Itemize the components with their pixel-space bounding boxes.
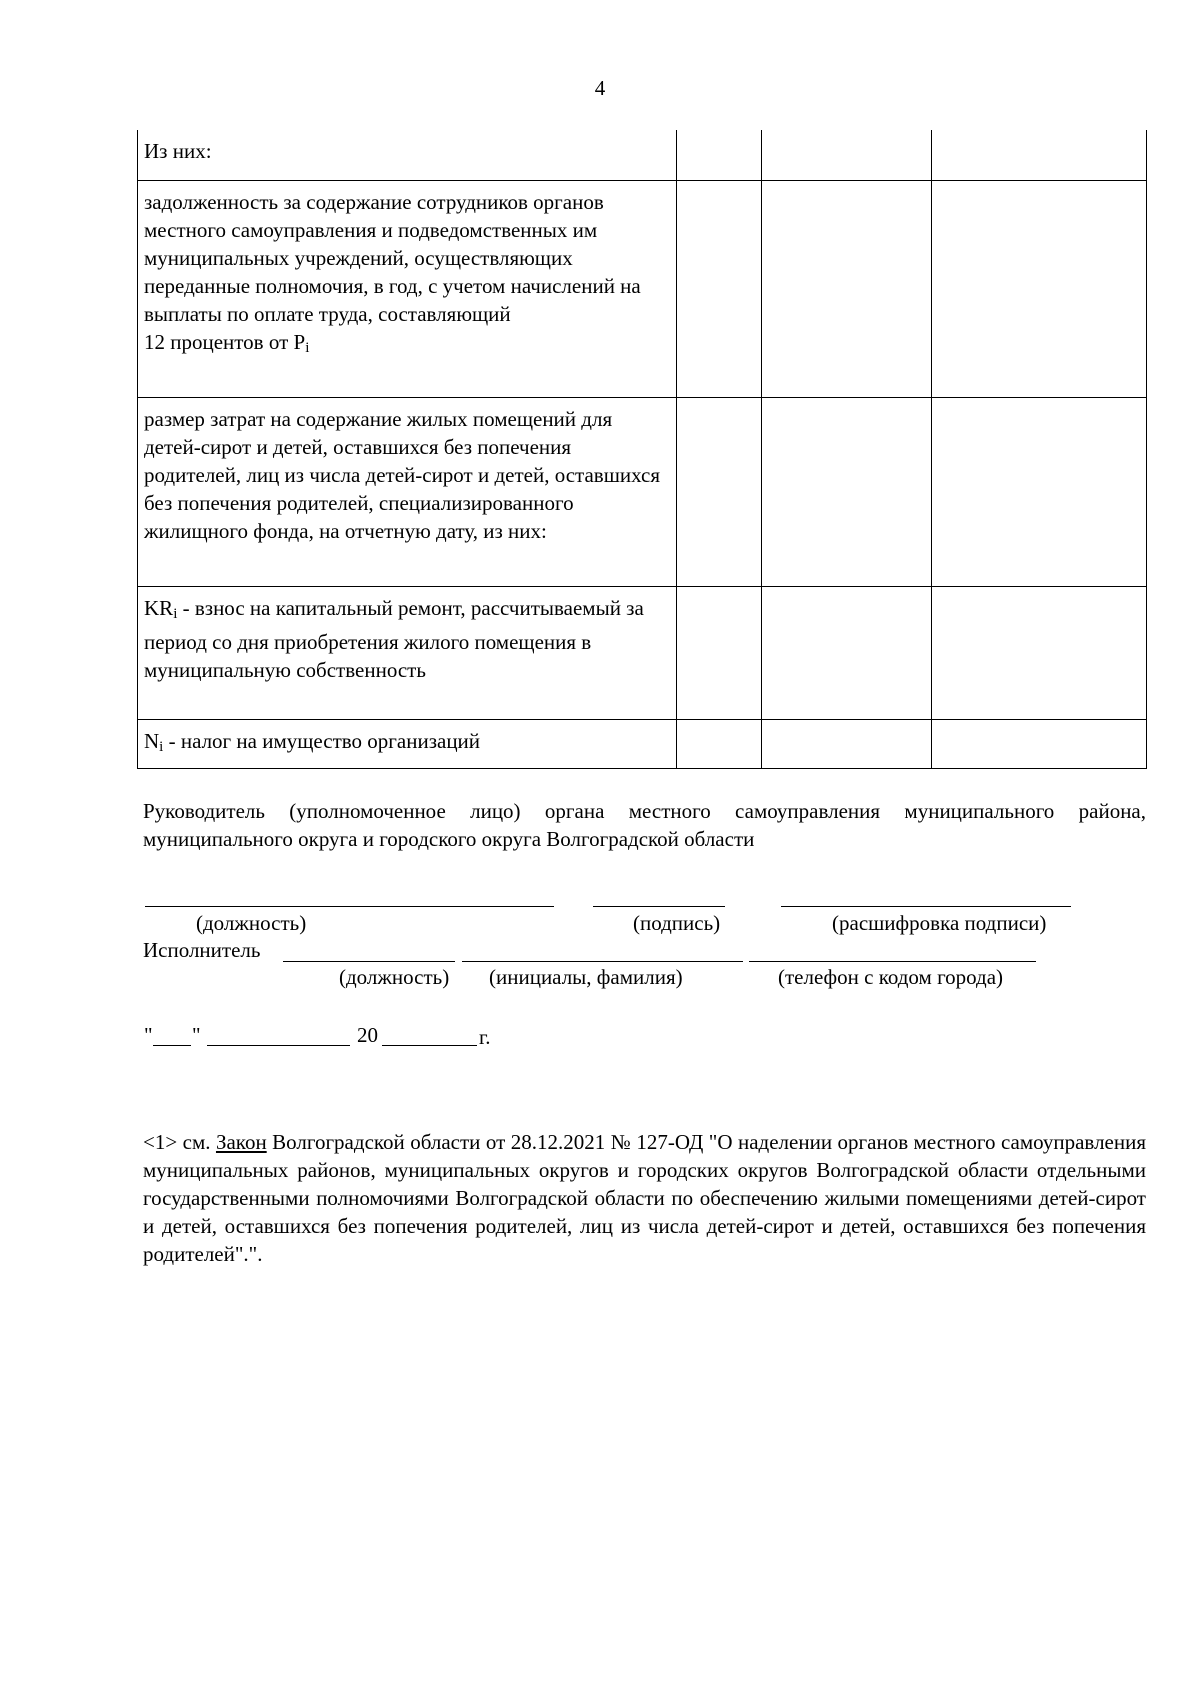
row-label (138, 180, 677, 397)
date-month-line (207, 1045, 350, 1046)
row-label-tail: 12 процентов от P (144, 329, 306, 354)
row-label-text: задолженность за содержание сотрудников органов местного самоуправления и подведомственных им муниципальных учреждений, осуществляющих переданные полномочия, в год, с учетом начислений на выплаты по оплате труда, составляющий (144, 189, 641, 326)
footnote (143, 1128, 1146, 1268)
table-cell (762, 586, 932, 719)
footnote-marker: <1> см. (143, 1130, 216, 1154)
row-prefix: N (144, 728, 160, 753)
table-row (138, 397, 1147, 586)
table-cell (932, 397, 1147, 586)
decoding-line (781, 906, 1071, 907)
table-cell (762, 397, 932, 586)
executor-label: Исполнитель (143, 938, 261, 962)
row-label-text: размер затрат на содержание жилых помещений для детей-сирот и детей, оставшихся без попечения родителей, лиц из числа детей-сирот и детей, оставшихся без попечения родителей, специализированного жилищного фонда, на отчетную дату, из них: (144, 406, 660, 543)
position-label: (должность) (196, 911, 307, 935)
position-line (145, 906, 554, 907)
subscript: i (173, 605, 178, 622)
head-signature-text: Руководитель (уполномоченное лицо) органа местного самоуправления муниципального района, муниципального округа и городского округа Волгоградской области (143, 799, 1146, 851)
exec-name-line (462, 961, 743, 962)
page-number: 4 (594, 76, 606, 100)
row-label (138, 397, 677, 586)
table-row (138, 719, 1147, 768)
table-cell (762, 180, 932, 397)
table-cell (677, 130, 762, 180)
row-label (138, 130, 677, 180)
subscript: i (159, 738, 164, 755)
table-cell (677, 180, 762, 397)
table-cell (932, 180, 1147, 397)
table-row (138, 180, 1147, 397)
data-table (137, 130, 1147, 769)
footnote-text: Волгоградской области от 28.12.2021 № 127-ОД "О наделении органов местного самоуправления муниципальных районов, муниципальных округов и городских округов Волгоградской области отдельными государственными полномочиями Волгоградской области по обеспечению жилыми помещениями детей-сирот и детей, оставшихся без попечения родителей, лиц из числа детей-сирот и детей, оставшихся без попечения родителей".". (143, 1130, 1147, 1266)
table-cell (932, 586, 1147, 719)
signature-label: (подпись) (633, 911, 721, 935)
exec-phone-line (749, 961, 1036, 962)
table-cell (677, 397, 762, 586)
table-row (138, 586, 1147, 719)
date-day-line (153, 1045, 191, 1046)
date-year-prefix: 20 (357, 1023, 378, 1047)
exec-phone-label: (телефон с кодом города) (778, 965, 1004, 989)
signature-line (593, 906, 725, 907)
table-cell (762, 130, 932, 180)
table-cell (677, 719, 762, 768)
row-label-text: - взнос на капитальный ремонт, рассчитываемый за период со дня приобретения жилого помещения в муниципальную собственность (144, 595, 644, 682)
row-label-text: Из них: (144, 139, 212, 163)
decoding-label: (расшифровка подписи) (832, 911, 1047, 935)
table-cell (932, 130, 1147, 180)
date-year-line (382, 1045, 477, 1046)
row-label (138, 719, 677, 768)
subscript: i (305, 339, 310, 356)
date-year-suffix: г. (479, 1025, 491, 1049)
row-prefix: KR (144, 595, 174, 620)
table-row (138, 130, 1147, 180)
exec-position-line (283, 961, 455, 962)
table-cell (932, 719, 1147, 768)
date-quote-close: " (192, 1023, 201, 1047)
table-cell (762, 719, 932, 768)
date-quote-open: " (144, 1023, 153, 1047)
law-link[interactable]: Закон (215, 1130, 267, 1154)
table-cell (677, 586, 762, 719)
exec-position-label: (должность) (339, 965, 450, 989)
row-label (138, 586, 677, 719)
row-label-text: - налог на имущество организаций (163, 728, 481, 753)
exec-name-label: (инициалы, фамилия) (489, 965, 683, 989)
